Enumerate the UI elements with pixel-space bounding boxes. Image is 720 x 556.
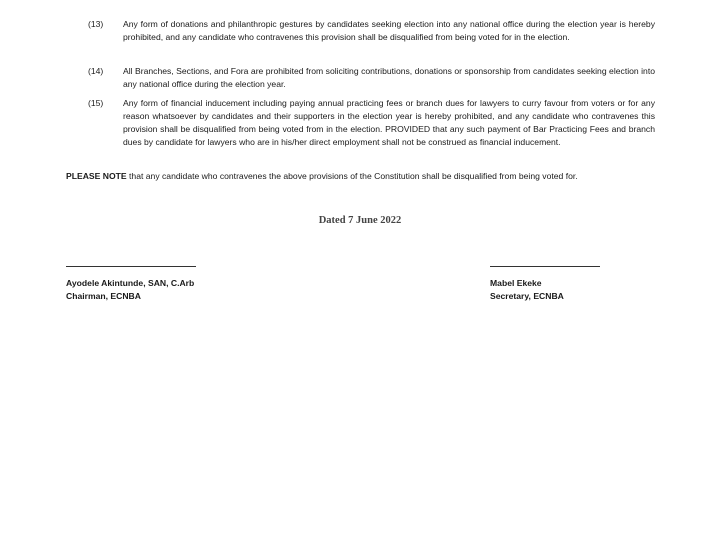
note-text: that any candidate who contravenes the above provisions of the Constitution shall be disqualified from being voted for. (126, 171, 578, 181)
note-label: PLEASE NOTE (66, 171, 127, 181)
clause-14 (88, 65, 655, 93)
please-note (66, 170, 666, 183)
signatory-title: Secretary, ECNBA (490, 291, 564, 301)
clause-text: Any form of financial inducement including paying annual practicing fees or branch dues for lawyers to curry favour from voters or for any reason whatsoever by candidates and their supporters in the election year is hereby prohibited, and any candidate who contravenes this provision shall be disqualified from being voted from in the election. PROVIDED that any such payment of Bar Practicing Fees and branch dues by candidate for lawyers who are in his/her direct employment shall not be construed as financial inducement. (123, 98, 655, 147)
signatory-chairman (66, 277, 194, 303)
clause-number: (13) (88, 19, 104, 29)
clause-15 (88, 97, 655, 165)
signatory-name: Ayodele Akintunde, SAN, C.Arb (66, 278, 195, 288)
clause-number: (15) (88, 98, 104, 108)
clause-number: (14) (88, 66, 104, 76)
signatory-name: Mabel Ekeke (490, 278, 542, 288)
signature-line-secretary (490, 266, 600, 267)
signatory-secretary (490, 277, 564, 303)
signature-line-chairman (66, 266, 196, 267)
clause-text: All Branches, Sections, and Fora are prohibited from soliciting contributions, donations or sponsorship from candidates seeking election into any national office during the election year. (123, 66, 655, 89)
clause-13 (88, 18, 655, 58)
signatory-title: Chairman, ECNBA (66, 291, 141, 301)
clause-text: Any form of donations and philanthropic gestures by candidates seeking election into any national office during the election year is hereby prohibited, and any candidate who contravenes this provision shall be disqualified from being voted for in the election. (123, 19, 655, 42)
date-line: Dated 7 June 2022 (318, 215, 402, 226)
